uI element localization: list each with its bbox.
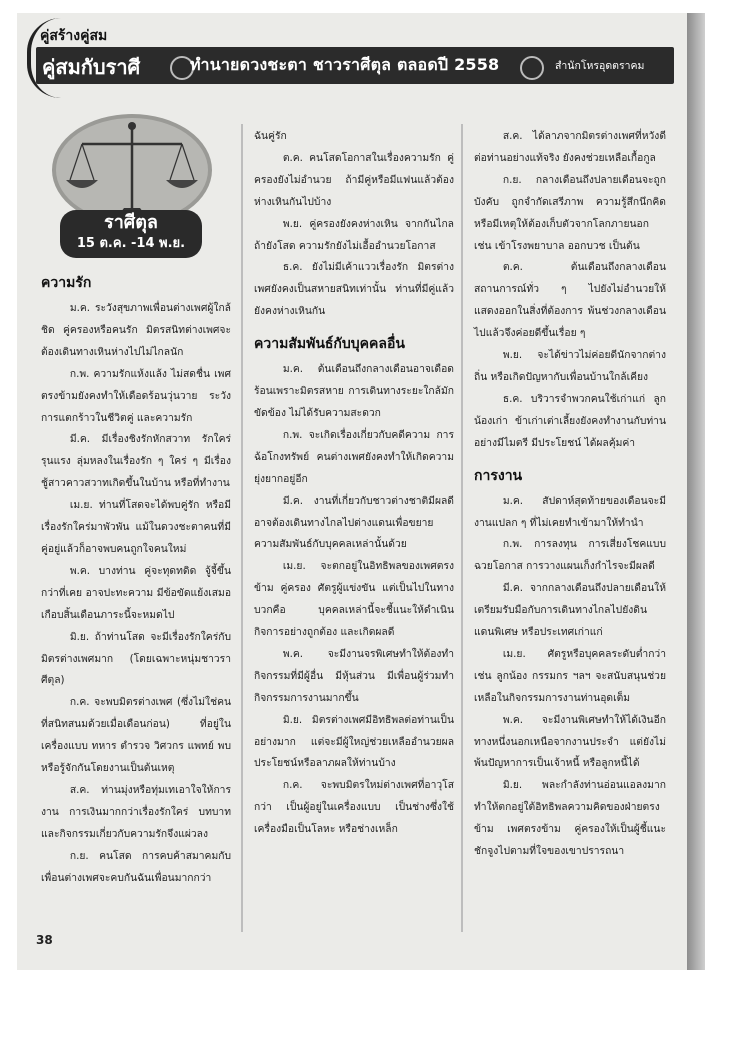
- column-2: [254, 126, 454, 841]
- column-3: [474, 126, 666, 863]
- paragraph: ก.พ. ความรักแห้งแล้ง ไม่สดชื่น เพศตรงข้ามยังคงทำให้เดือดร้อนวุ่นวาย ระวังการแตกร้าวในชีวิตคู่ และความรัก: [41, 367, 231, 424]
- paragraph: ส.ค. ได้ลาภจากมิตรต่างเพศที่หวังดีต่อท่านอย่างแท้จริง ยังคงช่วยเหลือเกื้อกูล: [474, 130, 666, 164]
- publisher-name: สำนักโหรอุดตราคม: [555, 60, 645, 72]
- paragraph: มี.ค. จากกลางเดือนถึงปลายเดือนให้เตรียมรับมือกับการเดินทางไกลไปยังดินแดนพิเศษ หรือประเทศเก่าแก่: [474, 582, 666, 639]
- paragraph: มี.ค. มีเรื่องชิงรักหักสวาท รักใคร่รุนแรง ลุ่มหลงในเรื่องรัก ๆ ใคร่ ๆ มีเรื่องชู้สาวคาวสวาทเกิดขึ้นในบ้าน หรือที่ทำงาน: [41, 433, 231, 490]
- zodiac-sign-banner: [60, 210, 202, 258]
- paragraph: ก.พ. การลงทุน การเสี่ยงโชคแบบฉวยโอกาส การวางแผนเก็งกำไรจะมีผลดี: [474, 538, 666, 573]
- section-heading: ความสัมพันธ์กับบุคคลอื่น: [254, 336, 405, 353]
- paragraph: มิ.ย. ถ้าท่านโสด จะมีเรื่องรักใคร่กับมิตรต่างเพศมาก (โดยเฉพาะหนุ่มชาวราศีตุล): [41, 630, 231, 687]
- paragraph: ธ.ค. ยังไม่มีเค้าแววเรื่องรัก มิตรต่างเพศยังคงเป็นสหายสนิทเท่านั้น ท่านที่มีคู่แล้วยังคงห่างเหินกัน: [254, 261, 454, 318]
- paragraph: ต.ค. ต้นเดือนถึงกลางเดือน สถานการณ์ทั่ว ๆ ไปยังไม่อำนวยให้แสดงออกในสิ่งที่ต้องการ พ้นช่วงกลางเดือนไปแล้วจึงค่อยดีขึ้นเรื่อย ๆ: [474, 261, 666, 340]
- paragraph: พ.ค. บางท่าน คู่จะทุดทดิด จู้จี้ขึ้นกว่าที่เคย อาจปะทะความ มีข้อขัดแย้งเสมอ เกือบสิ้นเดือนภาระนี้จะหมดไป: [41, 564, 231, 621]
- paragraph: พ.ย. คู่ครองยังคงห่างเหิน จากกันไกล ถ้ายังโสด ความรักยังไม่เอื้ออำนวยโอกาส: [254, 217, 454, 252]
- section-name: คู่สมกับราศี: [42, 55, 141, 79]
- paragraph: ก.ย. คนโสด การคบค้าสมาคมกับเพื่อนต่างเพศจะคบกันฉันเพื่อนมากกว่า: [41, 849, 231, 884]
- column-1: [41, 262, 231, 889]
- globe-icon: [520, 56, 544, 80]
- paragraph: มิ.ย. พละกำลังท่านอ่อนแอลงมาก ทำให้ตกอยู่ใต้อิทธิพลความคิดของฝ่ายตรงข้าม เพศตรงข้าม คู่ครองให้เป็นผู้ชี้แนะ ชักจูงไปตามที่ใจของเขาปรารถนา: [474, 779, 666, 858]
- paragraph: ม.ค. ต้นเดือนถึงกลางเดือนอาจเดือดร้อนเพราะมิตรสหาย การเดินทางระยะใกล้มักขัดข้อง ไม่ได้รับความสะดวก: [254, 363, 454, 419]
- page-edge-shadow: [687, 13, 705, 970]
- paragraph: ก.ค. จะพบมิตรใหม่ต่างเพศที่อาวุโสกว่า เป็นผู้อยู่ในเครื่องแบบ เป็นช่างซึ่งใช้เครื่องมือเป็นโลหะ หรือช่างเหล็ก: [254, 779, 454, 836]
- column-divider: [461, 124, 463, 932]
- paragraph: มิ.ย. มิตรต่างเพศมีอิทธิพลต่อท่านเป็นอย่างมาก แต่จะมีผู้ใหญ่ช่วยเหลืออำนวยผลประโยชน์หรือลาภผลให้ท่านบ้าง: [254, 713, 454, 770]
- paragraph: ฉันคู่รัก: [254, 130, 287, 142]
- paragraph: เม.ย. ศัตรูหรือบุคคลระดับต่ำกว่า เช่น ลูกน้อง กรรมกร ฯลฯ จะสนับสนุนช่วยเหลือในกิจกรรมการงานท่านอุดเต็ม: [474, 647, 666, 704]
- paragraph: พ.ค. จะมีงานพิเศษทำให้ได้เงินอีกทางหนึ่งนอกเหนือจากงานประจำ แต่ยังไม่พ้นปัญหาการเป็นเจ้าหนี้ หรือลูกหนี้ได้: [474, 713, 666, 770]
- section-heading: การงาน: [474, 467, 523, 484]
- paragraph: พ.ค. จะมีงานจรพิเศษทำให้ต้องทำกิจกรรมที่มีผู้อื่น มีหุ้นส่วน มีเพื่อนผู้ร่วมทำกิจกรรมการงานมากขึ้น: [254, 647, 454, 704]
- paragraph: ก.พ. จะเกิดเรื่องเกี่ยวกับคดีความ การฉ้อโกงทรัพย์ คนต่างเพศยังคงทำให้เกิดความยุ่งยากอยู่อีก: [254, 428, 454, 485]
- paragraph: ม.ค. ระวังสุขภาพเพื่อนต่างเพศผู้ใกล้ชิด คู่ครองหรือคนรัก มิตรสนิทต่างเพศจะต้องเดินทางเหินห่างไปไม่ไกลนัก: [41, 302, 231, 358]
- page-number: 38: [36, 933, 53, 947]
- magazine-kicker: คู่สร้างคู่สม: [40, 28, 108, 44]
- paragraph: ก.ค. จะพบมิตรต่างเพศ (ซึ่งไม่ใช่คนที่สนิทสนมด้วยเมื่อเดือนก่อน) ที่อยู่ในเครื่องแบบ ทหาร ตำรวจ วิศวกร แพทย์ พบหรือรู้จักกันโดยงานเป็นต้นเหตุ: [41, 696, 231, 775]
- sign-name: ราศีตุล: [104, 212, 158, 233]
- paragraph: พ.ย. จะได้ข่าวไม่ค่อยดีนักจากต่างถิ่น หรือเกิดปัญหากับเพื่อนบ้านใกล้เคียง: [474, 349, 666, 383]
- paragraph: เม.ย. ท่านที่โสดจะได้พบคู่รัก หรือมีเรื่องรักใคร่มาพัวพัน แม้ในดวงชะตาคนที่มีคู่อยู่แล้วก็อาจพบคนถูกใจคนใหม่: [41, 499, 231, 555]
- paragraph: ม.ค. สัปดาห์สุดท้ายของเดือนจะมีงานแปลก ๆ ที่ไม่เคยทำเข้ามาให้ทำนำ: [474, 494, 666, 529]
- article-title: ทำนายดวงชะตา ชาวราศีตุล ตลอดปี 2558: [190, 55, 500, 74]
- sign-dates: 15 ต.ค. -14 พ.ย.: [76, 236, 186, 251]
- paragraph: ต.ค. คนโสดโอกาสในเรื่องความรัก คู่ครองยังไม่อำนวย ถ้ามีคู่หรือมีแฟนแล้วต้องห่างเหินกันไปบ้าง: [254, 151, 454, 208]
- paragraph: มี.ค. งานที่เกี่ยวกับชาวต่างชาติมีผลดี อาจต้องเดินทางไกลไปต่างแดนเพื่อขยายความสัมพันธ์กับบุคคลเหล่านั้นด้วย: [254, 494, 454, 551]
- column-divider: [241, 124, 243, 932]
- paragraph: ก.ย. กลางเดือนถึงปลายเดือนจะถูกบังคับ ถูกจำกัดเสรีภาพ ความรู้สึกนึกคิดหรือมีเหตุให้ต้องเก็บตัวจากโลกภายนอก เช่น เข้าโรงพยาบาล ออกบวช เป็นต้น: [474, 173, 666, 252]
- paragraph: เม.ย. จะตกอยู่ในอิทธิพลของเพศตรงข้าม คู่ครอง ศัตรูผู้แข่งขัน แต่เป็นไปในทางบวกคือ บุคคลเหล่านี้จะชี้แนะให้ดำเนินกิจการอย่างถูกต้อง และเกิดผลดี: [254, 560, 454, 639]
- paragraph: ธ.ค. บริวารจำพวกคนใช้เก่าแก่ ลูกน้องเก่า ข้าเก่าเต่าเลี้ยงยังคงทำงานกับท่านอย่างมีไมตรี มีประโยชน์ ได้ผลคุ้มค่า: [474, 392, 666, 449]
- paragraph: ส.ค. ท่านมุ่งหรือทุ่มเทเอาใจให้การงาน การเงินมากกว่าเรื่องรักใคร่ บทบาทและกิจกรรมเกี่ยวกับความรักจึงแผ่วลง: [41, 783, 231, 840]
- section-heading: ความรัก: [41, 275, 92, 291]
